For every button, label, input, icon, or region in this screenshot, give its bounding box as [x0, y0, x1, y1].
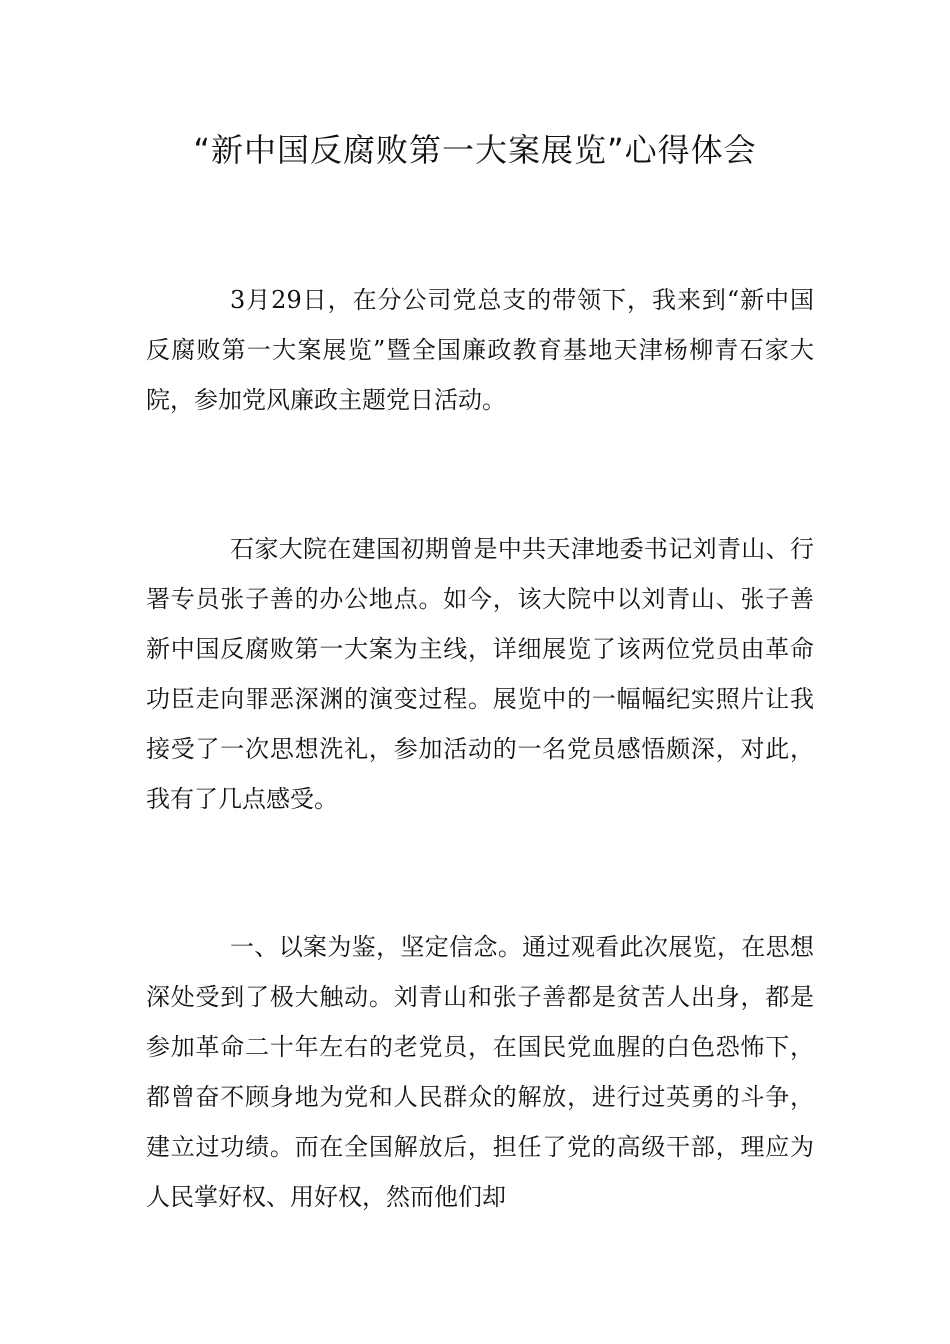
paragraph-2: 石家大院在建国初期曾是中共天津地委书记刘青山、行署专员张子善的办公地点。如今，该大院中以刘青山、张子善新中国反腐败第一大案为主线，详细展览了该两位党员由革命功臣走向罪恶深渊的演变过程。展览中的一幅幅纪实照片让我接受了一次思想洗礼，参加活动的一名党员感悟颇深，对此，我有了几点感受。: [146, 535, 814, 813]
paragraph-1: 3月29日，在分公司党总支的带领下，我来到“新中国反腐败第一大案展览”暨全国廉政教育基地天津杨柳青石家大院，参加党风廉政主题党日活动。: [146, 286, 814, 414]
document-title: “新中国反腐败第一大案展览”心得体会: [193, 131, 757, 169]
paragraph-3: 一、以案为鉴，坚定信念。通过观看此次展览，在思想深处受到了极大触动。刘青山和张子善都是贫苦人出身，都是参加革命二十年左右的老党员，在国民党血腥的白色恐怖下，都曾奋不顾身地为党和人民群众的解放，进行过英勇的斗争，建立过功绩。而在全国解放后，担任了党的高级干部，理应为人民掌好权、用好权，然而他们却: [146, 933, 814, 1211]
